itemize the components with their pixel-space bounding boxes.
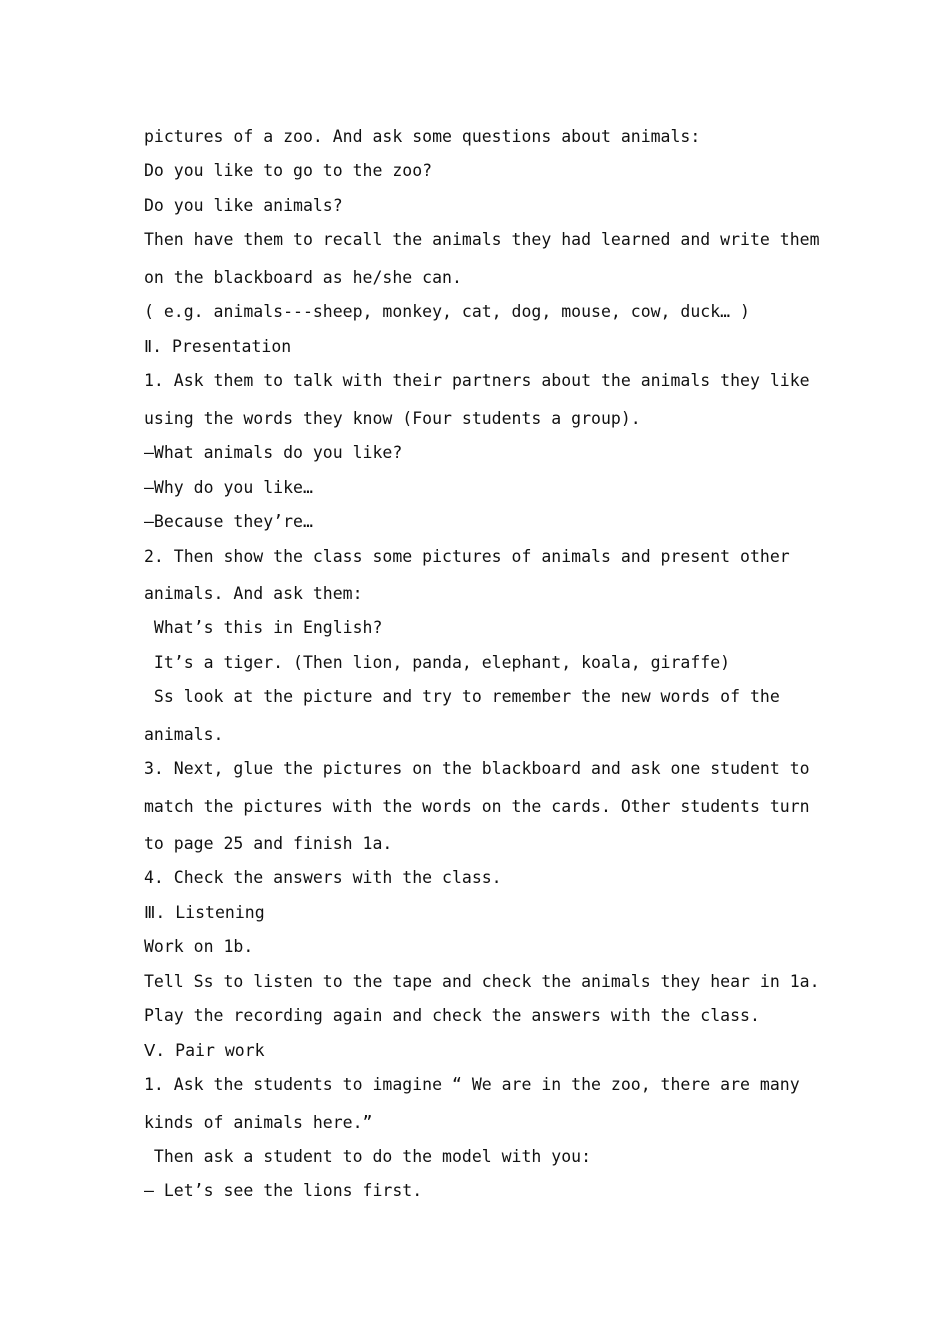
text-line: Work on 1b. xyxy=(144,937,254,956)
text-line: What’s this in English? xyxy=(144,618,383,637)
text-line: using the words they know (Four students a group). xyxy=(144,409,641,428)
text-line: Do you like animals? xyxy=(144,196,343,215)
text-line: to page 25 and finish 1a. xyxy=(144,834,393,853)
text-line: pictures of a zoo. And ask some questions about animals: xyxy=(144,127,701,146)
text-line: 4. Check the answers with the class. xyxy=(144,868,502,887)
text-line: Ss look at the picture and try to remember the new words of the xyxy=(144,687,780,706)
text-line: —Why do you like… xyxy=(144,478,313,497)
text-line: 1. Ask the students to imagine “ We are in the zoo, there are many xyxy=(144,1075,800,1094)
text-line: Then have them to recall the animals they had learned and write them xyxy=(144,230,820,249)
text-line: match the pictures with the words on the cards. Other students turn xyxy=(144,797,810,816)
text-line: Then ask a student to do the model with you: xyxy=(144,1147,592,1166)
text-line: —Because they’re… xyxy=(144,512,313,531)
text-line: kinds of animals here.” xyxy=(144,1113,373,1132)
text-line: Tell Ss to listen to the tape and check the animals they hear in 1a. xyxy=(144,972,820,991)
text-line: animals. And ask them: xyxy=(144,584,363,603)
section-heading: Ⅲ. Listening xyxy=(144,903,265,922)
section-heading: Ⅱ. Presentation xyxy=(144,337,292,356)
text-line: — Let’s see the lions first. xyxy=(144,1181,423,1200)
text-line: ( e.g. animals---sheep, monkey, cat, dog, mouse, cow, duck… ) xyxy=(144,302,750,321)
text-line: 1. Ask them to talk with their partners about the animals they like xyxy=(144,371,810,390)
section-heading: Ⅴ. Pair work xyxy=(144,1041,265,1060)
text-line: —What animals do you like? xyxy=(144,443,403,462)
text-line: Do you like to go to the zoo? xyxy=(144,161,433,180)
text-line: 2. Then show the class some pictures of animals and present other xyxy=(144,547,790,566)
text-line: on the blackboard as he/she can. xyxy=(144,268,462,287)
text-line: It’s a tiger. (Then lion, panda, elephant, koala, giraffe) xyxy=(144,653,731,672)
text-line: animals. xyxy=(144,725,224,744)
text-line: Play the recording again and check the answers with the class. xyxy=(144,1006,760,1025)
text-line: 3. Next, glue the pictures on the blackboard and ask one student to xyxy=(144,759,810,778)
